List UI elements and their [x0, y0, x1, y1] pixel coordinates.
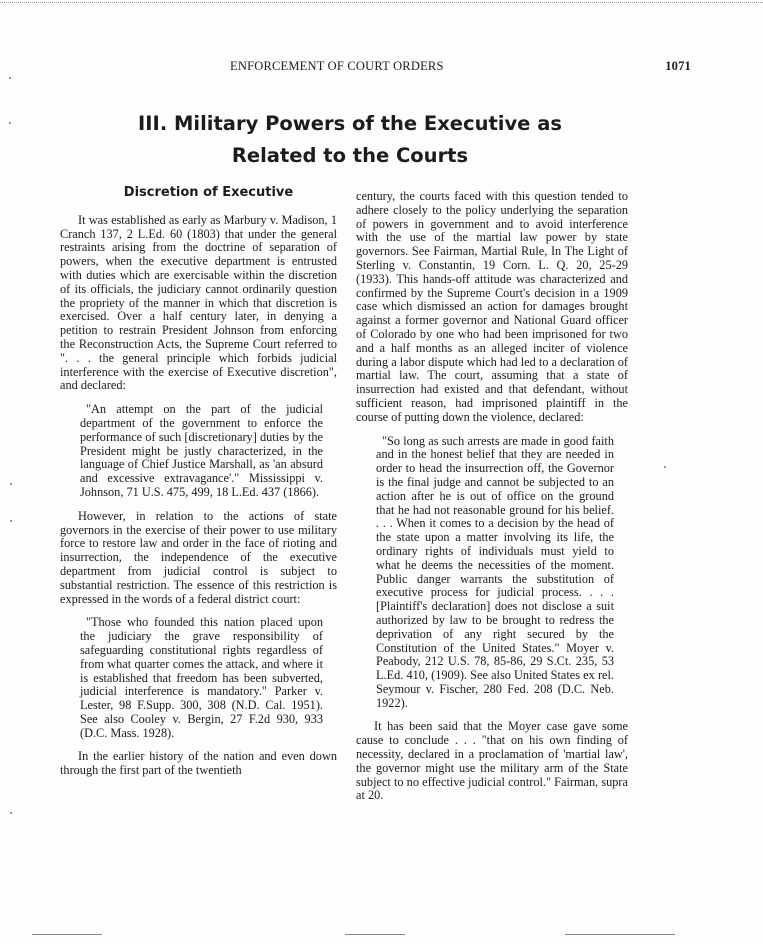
left-block-quote-2 — [60, 616, 337, 740]
scan-speck — [10, 812, 12, 814]
right-paragraph-1: century, the courts faced with this question tended to adhere closely to the policy underlying the separation of powers in government and to avoid interference with the use of the martial law power by state governors. See Fairman, Martial Rule, In The Light of Sterling v. Constantin, 19 Corn. L. Q. 20, 25-29 (1933). This hands-off attitude was characterized and confirmed by the Supreme Court's decision in a 1909 case which dismissed an action for damages brought against a former governor and National Guard officer of Colorado by one who had been imprisoned for two and a half months as an alleged inciter of violence during a labor dispute which had led to a declaration of martial law. The court, assuming that a state of insurrection had existed and that defendant, without sufficient reason, had imprisoned plaintiff in the course of putting down the violence, declared: — [356, 189, 628, 424]
left-quote-1-text: "An attempt on the part of the judicial department of the government to enforce the performance of such [discretionary] duties by the President might be justly characterized, in the language of Chief Justice Marshall, as 'an absurd and excessive extravagance'." Mississippi v. Johnson, 71 U.S. 475, 499, 18 L.Ed. 437 (1866). — [80, 402, 323, 499]
scan-speck — [10, 483, 12, 485]
scan-speck — [10, 520, 12, 522]
scan-speck — [9, 77, 11, 79]
right-paragraph-2: It has been said that the Moyer case gave some cause to conclude . . . "that on his own finding of necessity, declared in a proclamation of 'martial law', the governor might use the military arm of the State subject to no effective judicial control." Fairman, supra at 20. — [356, 719, 628, 803]
section-title — [130, 108, 570, 172]
section-title-line-2: Related to the Courts — [231, 144, 469, 167]
scan-speck — [9, 122, 11, 124]
section-title-line-1: III. Military Powers of the Executive as — [138, 112, 562, 135]
page-bottom-rule — [565, 934, 675, 935]
left-quote-2-text: "Those who founded this nation placed upon the judiciary the grave responsibility of safeguarding constitutional rights regardless of from what quarter comes the attack, and where it is established that freedom has been subverted, judicial interference is mandatory." Parker v. Lester, 98 F.Supp. 300, 308 (N.D. Cal. 1951). See also Cooley v. Bergin, 27 F.2d 930, 933 (D.C. Mass. 1928). — [80, 615, 323, 740]
page-number: 1071 — [665, 59, 691, 73]
left-paragraph-2: However, in relation to the actions of state governors in the exercise of their power to use military force to restore law and order in the face of rioting and insurrection, the independence of the executive department from judicial control is subject to substantial restriction. The essence of this restriction is expressed in the words of a federal district court: — [60, 508, 337, 606]
page-bottom-rule — [345, 934, 405, 935]
left-block-quote-1 — [60, 403, 337, 500]
left-paragraph-1: It was established as early as Marbury v. Madison, 1 Cranch 137, 2 L.Ed. 60 (1803) that under the general restraints arising from the doctrine of separation of powers, when the executive department is entrusted with duties which are exercisable within the discretion of its officials, the judiciary cannot ordinarily question the propriety of the manner in which that discretion is exercised. Over a half century later, in denying a petition to restrain President Johnson from enforcing the Reconstruction Acts, the Supreme Court referred to ". . . the general principle which forbids judicial interference with the exercise of Executive discretion", and declared: — [60, 212, 337, 393]
running-header — [230, 59, 691, 75]
page-top-edge — [0, 2, 763, 3]
scan-speck — [664, 466, 666, 468]
running-title: ENFORCEMENT OF COURT ORDERS — [230, 59, 444, 73]
right-block-quote-1 — [356, 435, 628, 711]
right-column — [356, 190, 628, 803]
page-bottom-rule — [32, 934, 102, 935]
right-quote-1-text: "So long as such arrests are made in good faith and in the honest belief that they are needed in order to head the insurrection off, the Governor is the final judge and cannot be subjected to an action after he is out of office on the ground that he had not reasonable ground for his belief. . . . When it comes to a decision by the head of the state upon a matter involving its life, the ordinary rights of individuals must yield to what he deems the necessities of the moment. Public danger warrants the substitution of executive process for judicial process. . . . [Plaintiff's declaration] does not disclose a suit authorized by law to be brought to redress the deprivation of any right secured by the Constitution of the United States." Moyer v. Peabody, 212 U.S. 78, 85-86, 29 S.Ct. 235, 53 L.Ed. 410, (1909). See also United States ex rel. Seymour v. Fischer, 280 Fed. 208 (D.C. Neb. 1922). — [376, 433, 614, 710]
subheading: Discretion of Executive — [123, 185, 294, 200]
left-paragraph-3: In the earlier history of the nation and even down through the first part of the twentieth — [60, 749, 337, 778]
left-column — [60, 186, 337, 778]
